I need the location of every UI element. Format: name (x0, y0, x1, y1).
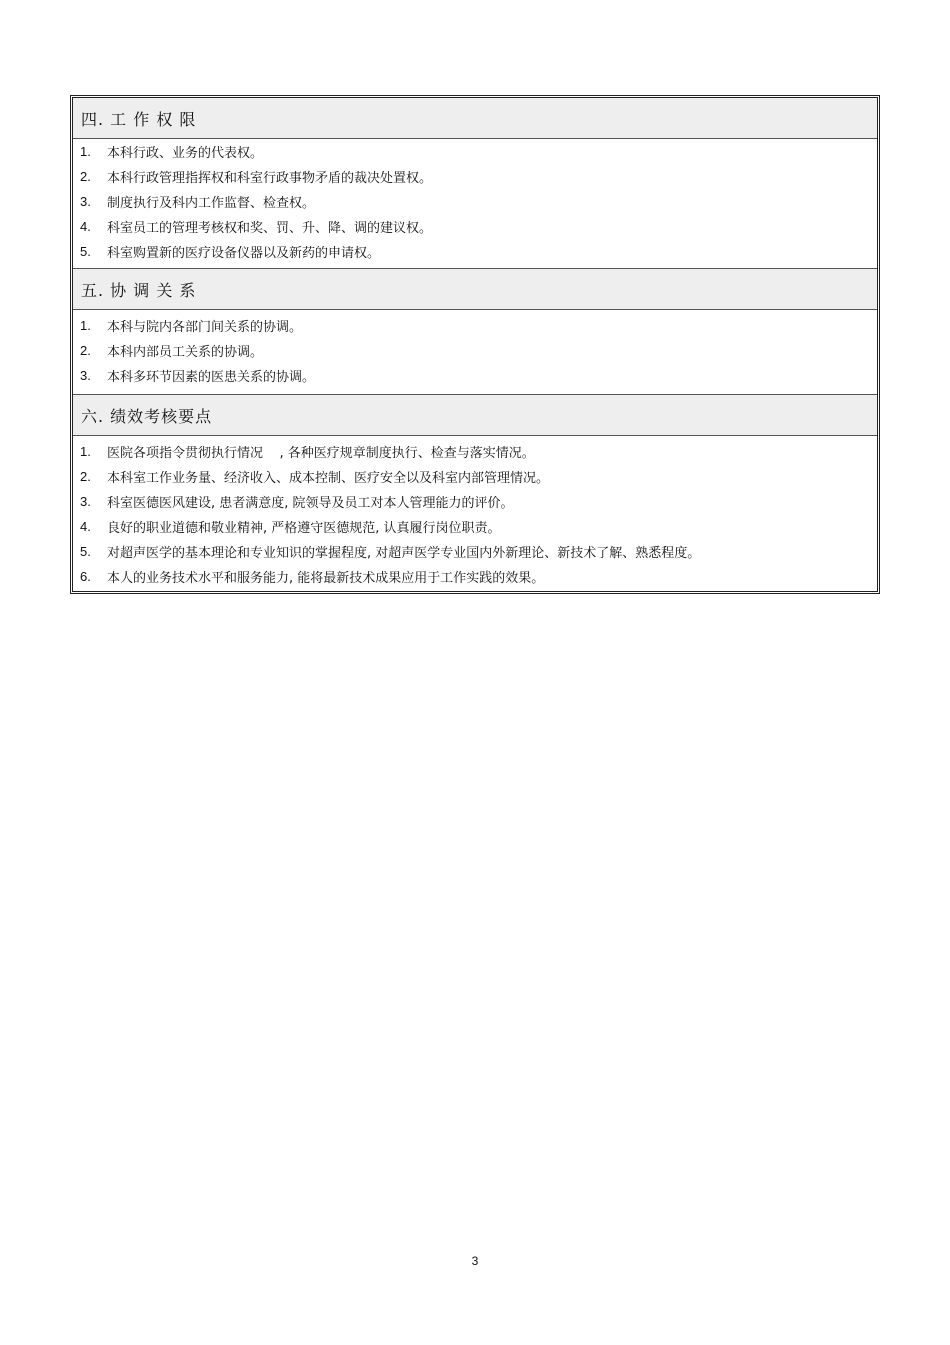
section-header-coordination (73, 269, 877, 310)
section-header-work-authority (73, 98, 877, 139)
item-number: 2. (80, 469, 91, 484)
list-item (73, 139, 877, 164)
item-number: 3. (80, 368, 91, 383)
list-item (73, 514, 877, 539)
page-number: 3 (471, 1254, 479, 1268)
item-text: 良好的职业道德和敬业精神, 严格遵守医德规范, 认真履行岗位职责。 (107, 521, 501, 536)
item-number: 3. (80, 194, 91, 209)
section-body-work-authority (73, 139, 877, 269)
item-text: 对超声医学的基本理论和专业知识的掌握程度, 对超声医学专业国内外新理论、新技术了解、熟悉程度。 (107, 546, 701, 561)
section-body-performance-evaluation (73, 436, 877, 591)
section-body-coordination (73, 310, 877, 395)
list-item (73, 338, 877, 363)
list-item (73, 539, 877, 564)
item-number: 5. (80, 244, 91, 259)
item-number: 2. (80, 169, 91, 184)
list-item (73, 489, 877, 514)
item-text: 科室医德医风建设, 患者满意度, 院领导及员工对本人管理能力的评价。 (107, 496, 514, 511)
list-item (73, 439, 877, 464)
item-number: 4. (80, 519, 91, 534)
item-text: 本科内部员工关系的协调。 (107, 345, 264, 360)
item-text: 科室员工的管理考核权和奖、罚、升、降、调的建议权。 (107, 221, 433, 236)
list-item (73, 363, 877, 388)
item-text: 制度执行及科内工作监督、检查权。 (107, 196, 316, 211)
item-text: 本科行政管理指挥权和科室行政事物矛盾的裁决处置权。 (107, 171, 433, 186)
item-number: 2. (80, 343, 91, 358)
item-number: 1. (80, 444, 91, 459)
list-item (73, 189, 877, 214)
list-item (73, 564, 877, 589)
item-text: 本科多环节因素的医患关系的协调。 (107, 370, 316, 385)
item-text: 本科室工作业务量、经济收入、成本控制、医疗安全以及科室内部管理情况。 (107, 471, 550, 486)
item-number: 5. (80, 544, 91, 559)
item-number: 4. (80, 219, 91, 234)
item-number: 1. (80, 144, 91, 159)
document-table (70, 95, 880, 594)
item-number: 1. (80, 318, 91, 333)
item-text: 本人的业务技术水平和服务能力, 能将最新技术成果应用于工作实践的效果。 (107, 571, 545, 586)
section-title: 四. 工 作 权 限 (81, 109, 197, 129)
list-item (73, 464, 877, 489)
item-text: 本科行政、业务的代表权。 (107, 146, 264, 161)
item-number: 3. (80, 494, 91, 509)
list-item (73, 164, 877, 189)
item-text: 医院各项指令贯彻执行情况 , 各种医疗规章制度执行、检查与落实情况。 (107, 446, 535, 461)
item-text: 科室购置新的医疗设备仪器以及新药的申请权。 (107, 246, 381, 261)
item-number: 6. (80, 569, 91, 584)
list-item (73, 214, 877, 239)
list-item (73, 239, 877, 264)
section-header-performance-evaluation (73, 395, 877, 436)
item-text: 本科与院内各部门间关系的协调。 (107, 320, 303, 335)
section-title: 六. 绩效考核要点 (81, 406, 213, 426)
list-item (73, 313, 877, 338)
section-title: 五. 协 调 关 系 (81, 280, 197, 300)
